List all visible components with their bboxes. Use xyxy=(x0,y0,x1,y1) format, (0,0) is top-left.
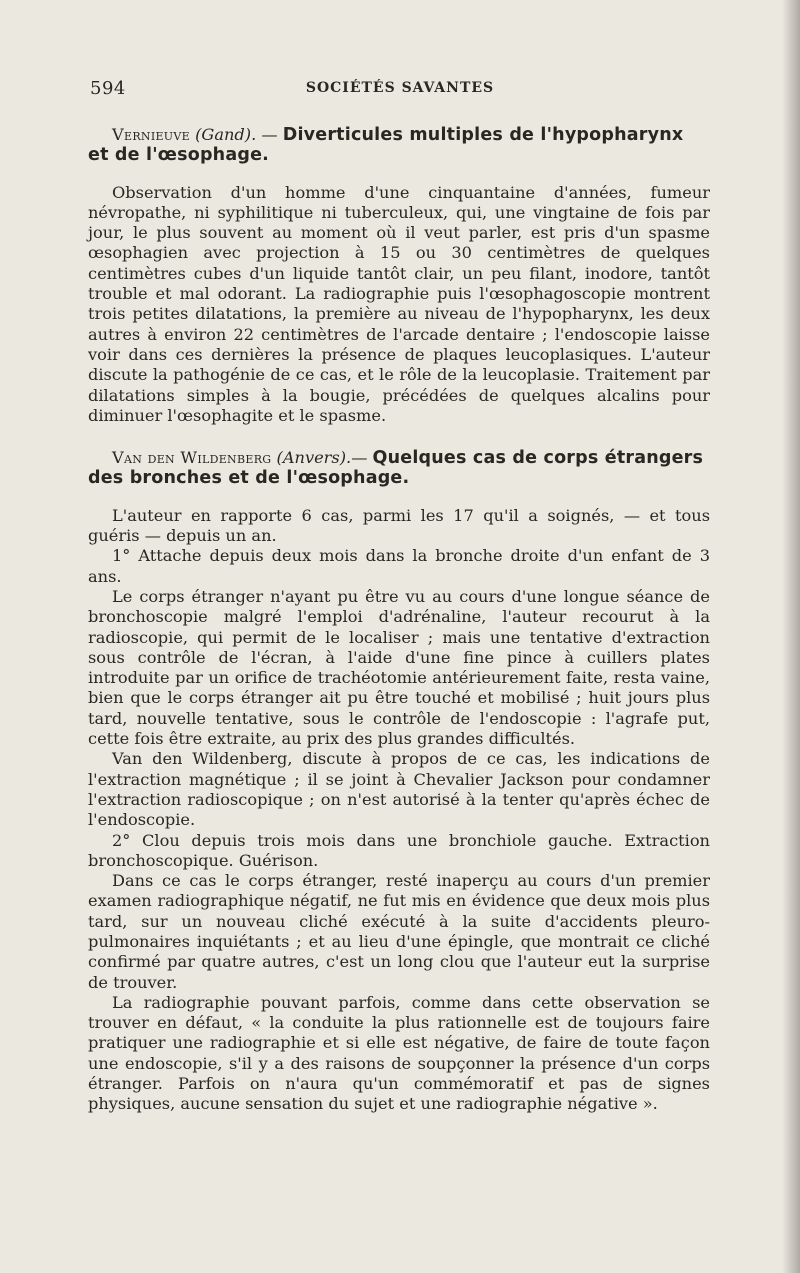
entry-separator: — xyxy=(256,125,283,144)
paragraph: Observation d'un homme d'une cinquantaine d'années, fumeur névropathe, ni syphilitique ni tuberculeux, qui, une vingtaine de fois par jour, le plus souvent au moment où il veut parler, est pris d'un spasme œsophagien avec projection à 15 ou 30 centimètres de quelques centimètres cubes d'un liquide tantôt clair, un peu filant, inodore, tantôt trouble et mal odorant. La radiographie puis l'œsophagoscopie montrent trois petites dilatations, la première au niveau de l'hypopharynx, les deux autres à environ 22 centimètres de l'arcade dentaire ; l'endoscopie laisse voir dans ces dernières la présence de plaques leucoplasiques. L'auteur discute la pathogénie de ce cas, et le rôle de la leucoplasie. Traitement par dilatations simples à la bougie, précédées de quelques alcalins pour diminuer l'œsophagite et le spasme. xyxy=(88,182,710,425)
paragraph: La radiographie pouvant parfois, comme dans cette observation se trouver en défaut, « la conduite la plus rationnelle est de toujours faire pratiquer une radiographie et si elle est négative, de faire de toute façon une endoscopie, s'il y a des raisons de soupçonner la présence d'un corps étranger. Parfois on n'aura qu'un commémoratif et pas de signes physiques, aucune sensation du sujet et une radiographie négative ». xyxy=(88,992,710,1114)
paragraph: 1° Attache depuis deux mois dans la bronche droite d'un enfant de 3 ans. xyxy=(88,546,710,586)
entry-city: (Anvers). xyxy=(276,448,352,468)
paragraph: L'auteur en rapporte 6 cas, parmi les 17 qu'il a soignés, — et tous guéris — depuis un an. xyxy=(88,505,710,546)
paragraph: Le corps étranger n'ayant pu être vu au cours d'une longue séance de bronchoscopie malgré l'emploi d'adrénaline, l'auteur recourut à la radioscopie, qui permit de le localiser ; mais une tentative d'extraction sous contrôle de l'écran, à l'aide d'une fine pince à cuillers plates introduite par un orifice de trachéotomie antérieurement faite, resta vaine, bien que le corps étranger ait pu être touché et mobilisé ; huit jours plus tard, nouvelle tentative, sous le contrôle de l'endoscopie : l'agrafe put, cette fois être extraite, au prix des plus grandes difficultés. xyxy=(88,586,710,749)
entry-vernieuve xyxy=(88,125,710,426)
article-body xyxy=(88,125,710,1115)
section-gap xyxy=(88,426,710,448)
page-number: 594 xyxy=(90,78,126,99)
entry-heading xyxy=(88,448,710,489)
entry-van-den-wildenberg xyxy=(88,448,710,1115)
paragraph: 2° Clou depuis trois mois dans une bronchiole gauche. Extraction bronchoscopique. Guérison. xyxy=(88,830,710,870)
entry-separator: — xyxy=(351,448,373,468)
entry-author: Van den Wildenberg xyxy=(112,448,272,468)
running-title: SOCIÉTÉS SAVANTES xyxy=(305,80,495,96)
entry-heading xyxy=(88,125,710,166)
entry-author: Vernieuve xyxy=(112,125,190,144)
entry-title: Diverticules multiples de l'hypopharynx et de l'œsophage. xyxy=(88,125,684,166)
entry-city: (Gand). xyxy=(195,125,257,144)
paragraph: Dans ce cas le corps étranger, resté inaperçu au cours d'un premier examen radiographique négatif, ne fut mis en évidence que deux mois plus tard, sur un nouveau cliché exécuté à la suite d'accidents pleuro-pulmonaires inquiétants ; et au lieu d'une épingle, que montrait ce cliché confirmé par quatre autres, c'est un long clou que l'auteur eut la surprise de trouver. xyxy=(88,871,710,992)
page-edge-shadow xyxy=(782,0,800,1273)
entry-title: Quelques cas de corps étrangers des bronches et de l'œsophage. xyxy=(88,448,704,489)
paragraph: Van den Wildenberg, discute à propos de ce cas, les indications de l'extraction magnétique ; il se joint à Chevalier Jackson pour condamner l'extraction radioscopique ; on n'est autorisé à la tenter qu'après échec de l'endoscopie. xyxy=(88,749,710,830)
